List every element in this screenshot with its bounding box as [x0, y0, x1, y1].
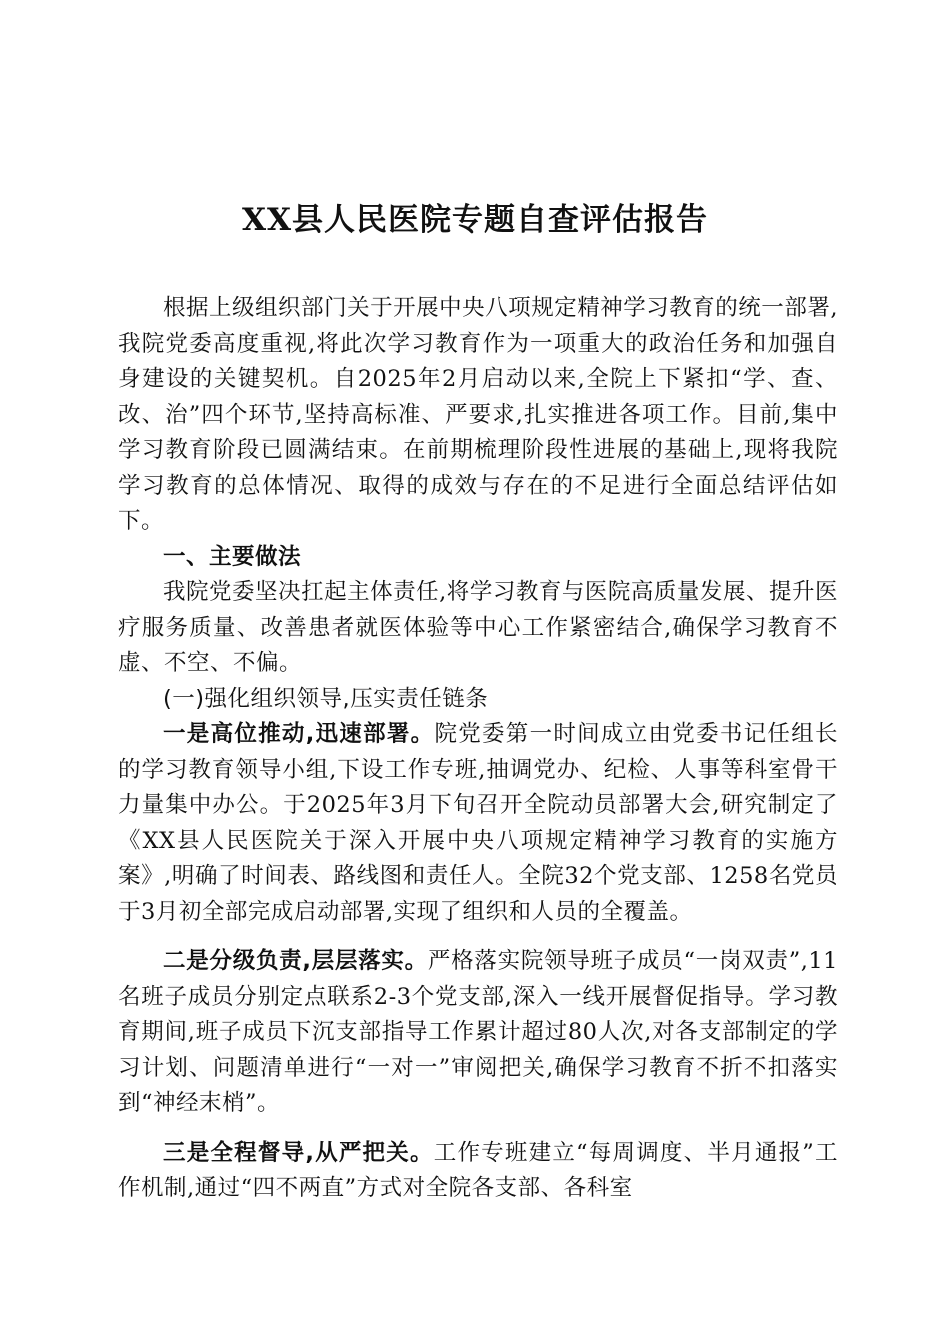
document-title: XX县人民医院专题自查评估报告	[241, 202, 709, 238]
section-paragraph: 我院党委坚决扛起主体责任,将学习教育与医院高质量发展、提升医疗服务质量、改善患者就医体验等中心工作紧密结合,确保学习教育不虚、不空、不偏。	[118, 579, 838, 676]
item-lead: 二是分级负责,层层落实。	[163, 948, 428, 974]
intro-paragraph: 根据上级组织部门关于开展中央八项规定精神学习教育的统一部署,我院党委高度重视,将此次学习教育作为一项重大的政治任务和加强自身建设的关键契机。自2025年2月启动以来,全院上下紧扣“学、查、改、治”四个环节,坚持高标准、严要求,扎实推进各项工作。目前,集中学习教育阶段已圆满结束。在前期梳理阶段性进展的基础上,现将我院学习教育的总体情况、取得的成效与存在的不足进行全面总结评估如下。	[118, 295, 838, 534]
item-paragraph	[118, 717, 838, 930]
subsection-heading: (一)强化组织领导,压实责任链条	[163, 685, 489, 712]
document-body	[118, 291, 838, 1207]
item-lead: 一是高位推动,迅速部署。	[163, 721, 435, 747]
item-text: 严格落实院领导班子成员“一岗双责”,11名班子成员分别定点联系2-3个党支部,深入一线开展督促指导。学习教育期间,班子成员下沉支部指导工作累计超过80人次,对各支部制定的学习计划、问题清单进行“一对一”审阅把关,确保学习教育不折不扣落实到“神经末梢”。	[118, 948, 838, 1116]
item-paragraph	[118, 944, 838, 1122]
item-paragraph	[118, 1136, 838, 1207]
section-heading: 一、主要做法	[163, 543, 302, 570]
item-text: 院党委第一时间成立由党委书记任组长的学习教育领导小组,下设工作专班,抽调党办、纪检、人事等科室骨干力量集中办公。于2025年3月下旬召开全院动员部署大会,研究制定了《XX县人民医院关于深入开展中央八项规定精神学习教育的实施方案》,明确了时间表、路线图和责任人。全院32个党支部、1258名党员于3月初全部完成启动部署,实现了组织和人员的全覆盖。	[118, 721, 838, 925]
item-lead: 三是全程督导,从严把关。	[163, 1139, 434, 1166]
item-text: 工作专班建立“每周调度、半月通报”工作机制,通过“四不两直”方式对全院各支部、各科室	[118, 1139, 838, 1201]
